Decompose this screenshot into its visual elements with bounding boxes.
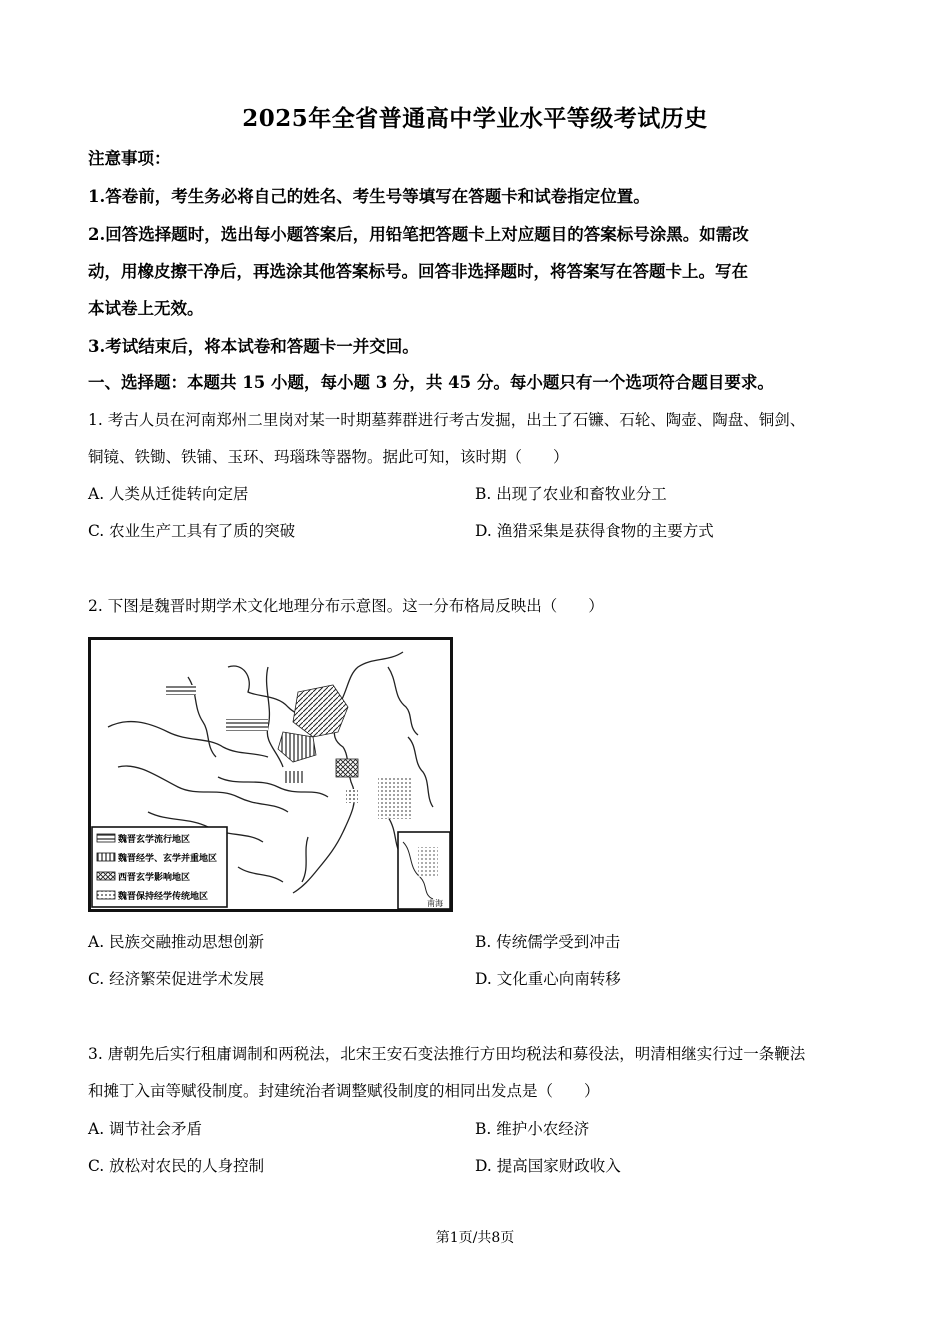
map-figure bbox=[88, 637, 453, 912]
legend-item-1: 魏晋玄学流行地区 bbox=[118, 835, 191, 845]
section-1-heading: 一、选择题：本题共 15 小题，每小题 3 分，共 45 分。每小题只有一个选项符合题目要求。 bbox=[88, 373, 774, 392]
q3-option-d: D. 提高国家财政收入 bbox=[475, 1157, 621, 1175]
map-legend bbox=[92, 827, 227, 907]
q1-stem-line-1: 1. 考古人员在河南郑州二里岗对某一时期墓葬群进行考古发掘，出土了石镰、石轮、陶壶、陶盘、铜剑、 bbox=[88, 411, 806, 429]
notice-item-1: 1.答卷前，考生务必将自己的姓名、考生号等填写在答题卡和试卷指定位置。 bbox=[88, 187, 650, 206]
region-north-2 bbox=[226, 719, 268, 731]
q1-option-d: D. 渔猎采集是获得食物的主要方式 bbox=[475, 522, 714, 540]
legend-item-4: 魏晋保持经学传统地区 bbox=[118, 892, 209, 902]
q1-option-b: B. 出现了农业和畜牧业分工 bbox=[475, 485, 667, 503]
map-inset bbox=[398, 832, 450, 909]
q3-option-b: B. 维护小农经济 bbox=[475, 1120, 590, 1138]
q2-option-d: D. 文化重心向南转移 bbox=[475, 970, 621, 988]
inset-label: 南海 bbox=[427, 899, 443, 908]
q2-option-a: A. 民族交融推动思想创新 bbox=[88, 933, 265, 951]
q3-stem-line-2: 和摊丁入亩等赋役制度。封建统治者调整赋役制度的相同出发点是（ ） bbox=[88, 1082, 600, 1100]
q1-option-a: A. 人类从迁徙转向定居 bbox=[88, 485, 249, 503]
notice-item-2-line-1: 2.回答选择题时，选出每小题答案后，用铅笔把答题卡上对应题目的答案标号涂黑。如需改 bbox=[88, 225, 749, 244]
region-south-2 bbox=[346, 789, 358, 803]
region-sea bbox=[378, 777, 412, 819]
page-number: 第1页/共8页 bbox=[435, 1230, 515, 1246]
region-jiangnan bbox=[336, 759, 358, 777]
q2-option-b: B. 传统儒学受到冲击 bbox=[475, 933, 621, 951]
legend-item-3: 西晋玄学影响地区 bbox=[118, 873, 191, 883]
q1-option-c: C. 农业生产工具有了质的突破 bbox=[88, 522, 296, 540]
legend-item-2: 魏晋经学、玄学并重地区 bbox=[118, 854, 218, 864]
q2-option-c: C. 经济繁荣促进学术发展 bbox=[88, 970, 265, 988]
region-south-1 bbox=[283, 771, 303, 783]
notice-item-2-line-3: 本试卷上无效。 bbox=[88, 299, 204, 318]
q2-stem: 2. 下图是魏晋时期学术文化地理分布示意图。这一分布格局反映出（ ） bbox=[88, 597, 604, 615]
q1-stem-line-2: 铜镜、铁锄、铁铺、玉环、玛瑙珠等器物。据此可知，该时期（ ） bbox=[88, 448, 569, 466]
q3-option-c: C. 放松对农民的人身控制 bbox=[88, 1157, 265, 1175]
notice-heading: 注意事项： bbox=[88, 149, 171, 168]
region-north-1 bbox=[166, 685, 196, 695]
q3-option-a: A. 调节社会矛盾 bbox=[88, 1120, 203, 1138]
wei-jin-culture-map bbox=[88, 637, 453, 912]
notice-item-2-line-2: 动，用橡皮擦干净后，再选涂其他答案标号。回答非选择题时，将答案写在答题卡上。写在 bbox=[88, 262, 748, 281]
notice-item-3: 3.考试结束后，将本试卷和答题卡一并交回。 bbox=[88, 337, 419, 356]
page-title: 2025年全省普通高中学业水平等级考试历史 bbox=[242, 105, 708, 132]
q3-stem-line-1: 3. 唐朝先后实行租庸调制和两税法，北宋王安石变法推行方田均税法和募役法，明清相继实行过一条鞭法 bbox=[88, 1045, 806, 1063]
